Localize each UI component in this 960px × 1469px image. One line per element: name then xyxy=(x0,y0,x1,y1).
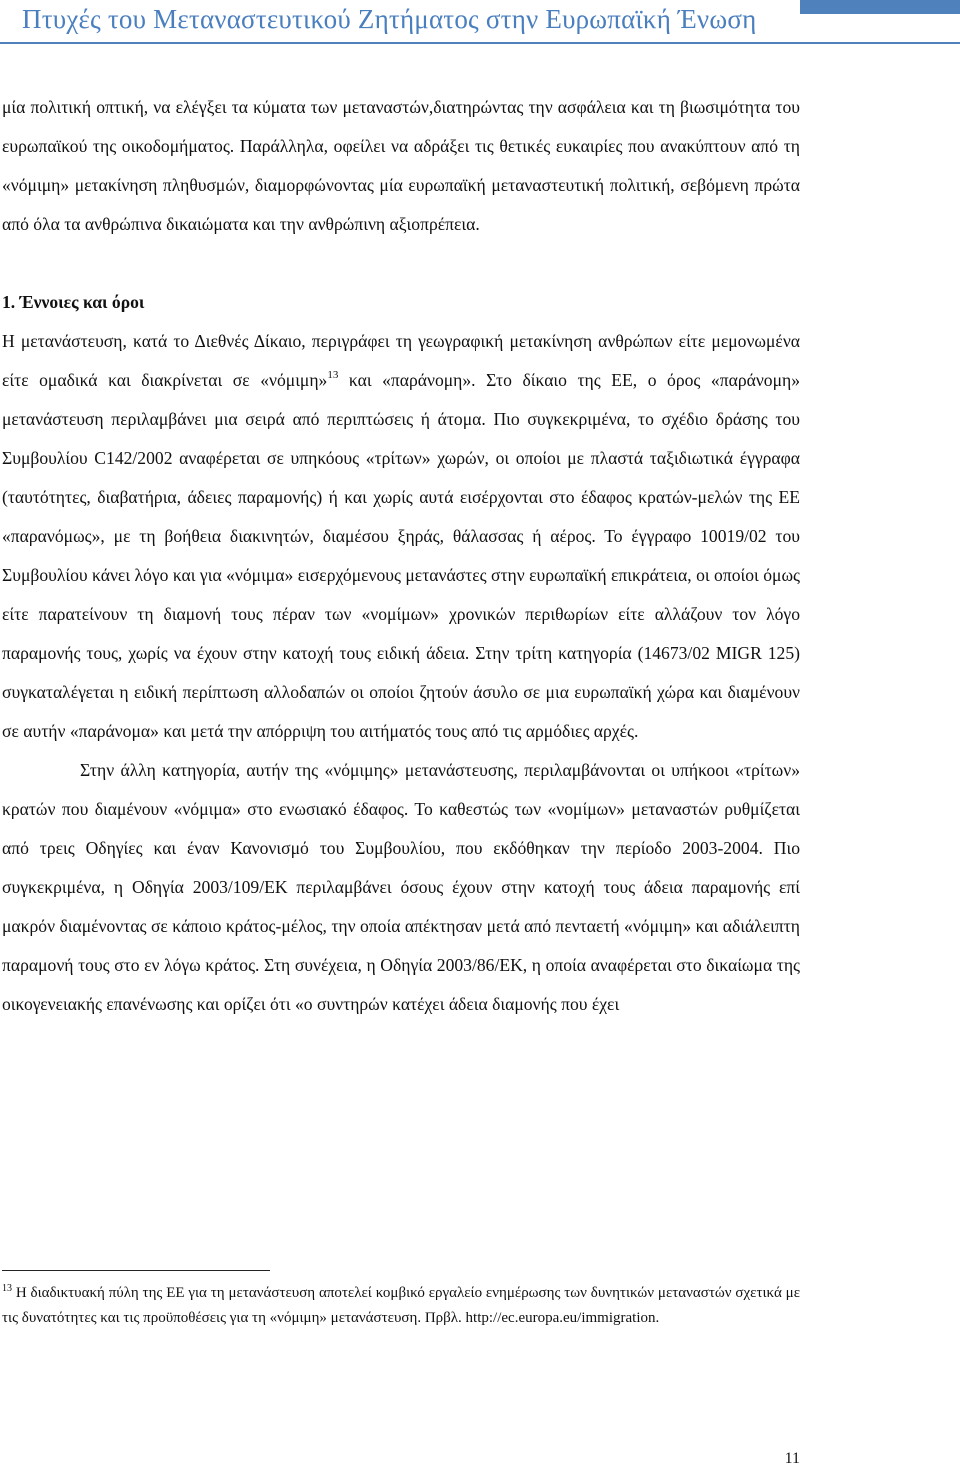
header-rule xyxy=(0,42,960,44)
section-heading: 1. Έννοιες και όροι xyxy=(2,292,145,312)
footnote-reference[interactable]: 13 xyxy=(327,369,339,381)
intro-paragraph: μία πολιτική οπτική, να ελέγξει τα κύματα των μεταναστών,διατηρώντας την ασφάλεια και τη βιωσιμότητα του ευρωπαϊκού της οικοδομήματος. Παράλληλα, οφείλει να αδράξει τις θετικές ευκαιρίες που ανακύπτουν από τη «νόμιμη» μετακίνηση πληθυσμών, διαμορφώνοντας μία ευρωπαϊκή μεταναστευτική πολιτική, σεβόμενη πρώτα από όλα τα ανθρώπινα δικαιώματα και την ανθρώπινη αξιοπρέπεια. xyxy=(2,97,800,234)
running-header-title: Πτυχές του Μεταναστευτικού Ζητήματος στην Ευρωπαϊκή Ένωση xyxy=(22,4,757,34)
paragraph-1-text-after-ref: και «παράνομη». Στο δίκαιο της ΕΕ, ο όρος «παράνομη» μετανάστευση περιλαμβάνει μια σειρά από περιπτώσεις ή άτομα. Πιο συγκεκριμένα, το σχέδιο δράσης του Συμβουλίου C142/2002 αναφέρεται σε υπηκόους «τρίτων» χωρών, οι οποίοι με πλαστά ταξιδιωτικά έγγραφα (ταυτότητες, διαβατήρια, άδειες παραμονής) ή και χωρίς αυτά εισέρχονται στο έδαφος κρατών-μελών της ΕΕ «παρανόμως», με τη βοήθεια διακινητών, διαμέσου ξηράς, θάλασσας ή αέρος. Το έγγραφο 10019/02 του Συμβουλίου κάνει λόγο και για «νόμιμα» εισερχόμενους μετανάστες στην ευρωπαϊκή επικράτεια, οι οποίοι όμως είτε παρατείνουν τη διαμονή τους πέραν των «νομίμων» χρονικών περιθωρίων είτε αλλάζουν τον λόγο παραμονής τους, χωρίς να έχουν στην κατοχή τους ειδική άδεια. Στην τρίτη κατηγορία (14673/02 MIGR 125) συγκαταλέγεται η ειδική περίπτωση αλλοδαπών οι οποίοι ζητούν άσυλο σε μια ευρωπαϊκή χώρα και διαμένουν σε αυτήν «παράνομα» και μετά την απόρριψη του αιτήματός τους από τις αρμόδιες αρχές. xyxy=(2,370,800,741)
footnote xyxy=(2,1281,800,1331)
section-paragraph-2: Στην άλλη κατηγορία, αυτήν της «νόμιμης» μετανάστευσης, περιλαμβάνονται οι υπήκοοι «τρίτων» κρατών που διαμένουν «νόμιμα» στο ενωσιακό έδαφος. Το καθεστώς των «νομίμων» μεταναστών ρυθμίζεται από τρεις Οδηγίες και έναν Κανονισμό του Συμβουλίου, που εκδόθηκαν την περίοδο 2003-2004. Πιο συγκεκριμένα, η Οδηγία 2003/109/ΕΚ περιλαμβάνει όσους έχουν στην κατοχή τους άδεια παραμονής επί μακρόν διαμένοντας σε κάποιο κράτος-μέλος, την οποία απέκτησαν μετά από πενταετή «νόμιμη» και αδιάλειπτη παραμονή τους στο εν λόγω κράτος. Στη συνέχεια, η Οδηγία 2003/86/ΕΚ, η οποία αναφέρεται στο δικαίωμα της οικογενειακής επανένωσης και ορίζει ότι «ο συντηρών κατέχει άδεια διαμονής που έχει xyxy=(2,760,800,1014)
page-number: 11 xyxy=(784,1450,800,1467)
header-accent-box xyxy=(800,0,960,14)
footnote-text: Η διαδικτυακή πύλη της ΕΕ για τη μετανάστευση αποτελεί κομβικό εργαλείο ενημέρωσης των δυνητικών μεταναστών σχετικά με τις δυνατότητες και τις προϋποθέσεις για τη «νόμιμη» μετανάστευση. Πρβλ. http://ec.europa.eu/immigration. xyxy=(2,1285,800,1326)
footnote-separator xyxy=(2,1270,270,1271)
paragraph-1-text-before-ref: Η μετανάστευση, κατά το Διεθνές Δίκαιο, περιγράφει τη γεωγραφική μετακίνηση ανθρώπων είτε μεμονωμένα είτε ομαδικά και διακρίνεται σε «νόμιμη» xyxy=(2,331,800,390)
paragraph-spacer xyxy=(2,244,800,283)
section-paragraph-1 xyxy=(2,322,800,751)
footnote-number: 13 xyxy=(2,1283,12,1294)
document-body xyxy=(2,88,800,1024)
